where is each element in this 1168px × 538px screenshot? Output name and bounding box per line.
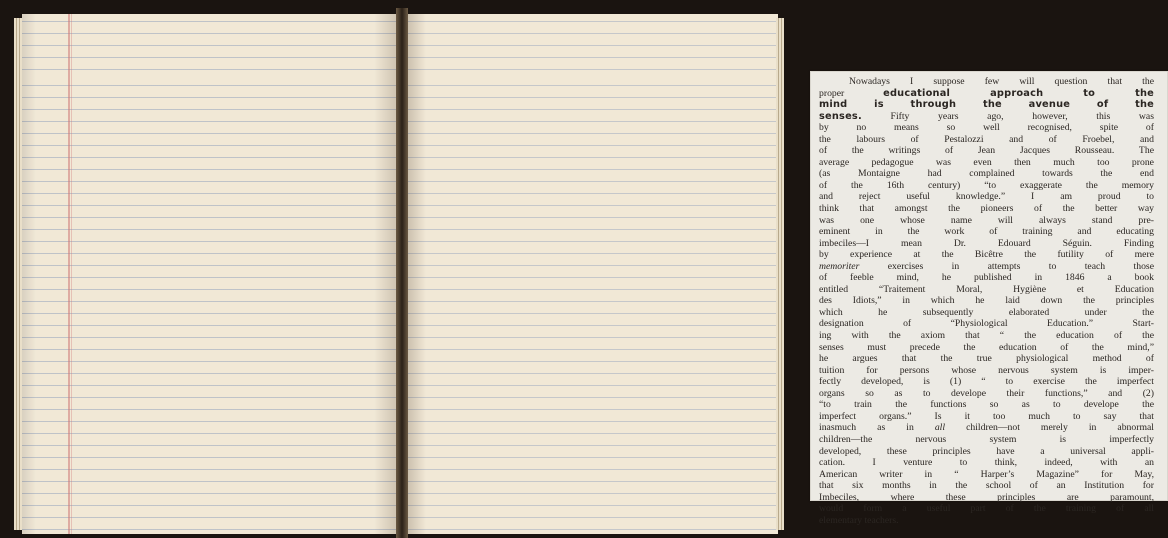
text-run: which he subsequently elaborated under the: [819, 306, 1154, 318]
text-run: senses must precede the education of the mind,”: [819, 341, 1154, 353]
text-line: [819, 503, 1154, 515]
text-run: Nowadays I suppose few will question that the: [849, 76, 1154, 87]
bold-phrase: educational approach to the: [883, 87, 1154, 99]
text-line: [819, 238, 1154, 250]
text-line: [819, 434, 1154, 446]
text-run: was one whose name will always stand pre-: [819, 214, 1154, 226]
text-line: [819, 203, 1154, 215]
left-page: [22, 14, 400, 534]
text-run: proper: [819, 87, 884, 99]
text-line: [819, 88, 1154, 100]
text-run: that six months in the school of an Institution for: [819, 480, 1154, 492]
text-line: [819, 180, 1154, 192]
bold-phrase: senses.: [819, 110, 862, 122]
text-run: ing with the axiom that “ the education of the: [819, 330, 1154, 342]
text-line: [819, 399, 1154, 411]
text-line: [819, 342, 1154, 354]
text-run: eminent in the work of training and educating: [819, 226, 1154, 238]
text-line: [819, 226, 1154, 238]
text-line: [819, 157, 1154, 169]
text-line: [819, 330, 1154, 342]
clipping-text: [819, 76, 1154, 526]
text-line: [819, 249, 1154, 261]
text-run: imperfect organs.” Is it too much to say that: [819, 410, 1154, 422]
text-run: American writer in “ Harper’s Magazine” for May,: [819, 468, 1154, 480]
text-run: tuition for persons whose nervous system is imper-: [819, 364, 1154, 376]
text-line: [819, 480, 1154, 492]
text-run: (as Montaigne had complained towards the end: [819, 168, 1154, 180]
text-run: Fifty years ago, however, this was: [861, 110, 1154, 122]
text-run: fectly developed, is (1) “ to exercise the imperfect: [819, 376, 1154, 388]
text-run: children—not merely in abnormal: [945, 422, 1154, 434]
text-run: exercises in attempts to teach those: [859, 260, 1154, 272]
text-line: [819, 295, 1154, 307]
text-run: of the 16th century) “to exaggerate the memory: [819, 179, 1154, 191]
text-run: “to train the functions so as to develope the: [819, 399, 1154, 411]
text-line: [819, 134, 1154, 146]
text-run: cation. I venture to think, indeed, with an: [819, 457, 1154, 469]
text-line: [819, 191, 1154, 203]
text-run: children—the nervous system is imperfectly: [819, 433, 1154, 445]
text-run: think that amongst the pioneers of the better way: [819, 203, 1154, 215]
text-run: imbeciles—I mean Dr. Edouard Séguin. Finding: [819, 237, 1154, 249]
text-line: [819, 422, 1154, 434]
italic-word: all: [934, 422, 946, 434]
text-line: [819, 111, 1154, 123]
text-run: of the writings of Jean Jacques Rousseau. The: [819, 145, 1154, 157]
text-line: [819, 318, 1154, 330]
text-run: des Idiots,” in which he laid down the principles: [819, 295, 1154, 307]
text-line: [819, 469, 1154, 481]
text-run: entitled “Traitement Moral, Hygiène et Education: [819, 283, 1154, 295]
text-line: [819, 76, 1154, 88]
text-run: designation of “Physiological Education.” Start-: [819, 318, 1154, 330]
text-run: inasmuch as in: [819, 422, 935, 434]
text-run: the labours of Pestalozzi and of Froebel, and: [819, 133, 1154, 145]
text-line: [819, 365, 1154, 377]
text-run: by no means so well recognised, spite of: [819, 122, 1154, 134]
text-line: [819, 353, 1154, 365]
text-line: [819, 376, 1154, 388]
text-run: elementary teachers.: [819, 514, 899, 526]
text-line: [819, 272, 1154, 284]
book-gutter: [396, 8, 408, 538]
text-run: he argues that the true physiological method of: [819, 353, 1154, 365]
right-page-edges: [776, 18, 784, 530]
text-line: [819, 515, 1154, 527]
text-run: would form a useful part of the training of all: [819, 503, 1154, 515]
text-run: developed, these principles have a universal appli-: [819, 445, 1154, 457]
pasted-newspaper-clipping: [810, 71, 1168, 526]
text-line: [819, 446, 1154, 458]
text-line: [819, 261, 1154, 273]
text-run: by experience at the Bicêtre the futility of mere: [819, 249, 1154, 261]
text-line: [819, 145, 1154, 157]
text-line: [819, 388, 1154, 400]
text-line: [819, 492, 1154, 504]
right-page: [404, 14, 1154, 534]
left-margin-rule: [68, 14, 70, 534]
text-line: [819, 99, 1154, 111]
bold-phrase: mind is through the avenue of the: [819, 99, 1154, 111]
italic-word: memoriter: [819, 260, 860, 272]
text-run: and reject useful knowledge.” I am proud to: [819, 191, 1154, 203]
text-run: of feeble mind, he published in 1846 a book: [819, 272, 1154, 284]
text-line: [819, 122, 1154, 134]
text-run: average pedagogue was even then much too prone: [819, 156, 1154, 168]
text-line: [819, 457, 1154, 469]
text-run: Imbeciles, where these principles are paramount,: [819, 491, 1154, 503]
left-margin-rule-inner: [71, 14, 72, 534]
text-line: [819, 284, 1154, 296]
text-line: [819, 168, 1154, 180]
text-line: [819, 215, 1154, 227]
text-run: organs so as to develope their functions,” and (2): [819, 387, 1154, 399]
text-line: [819, 307, 1154, 319]
text-line: [819, 411, 1154, 423]
